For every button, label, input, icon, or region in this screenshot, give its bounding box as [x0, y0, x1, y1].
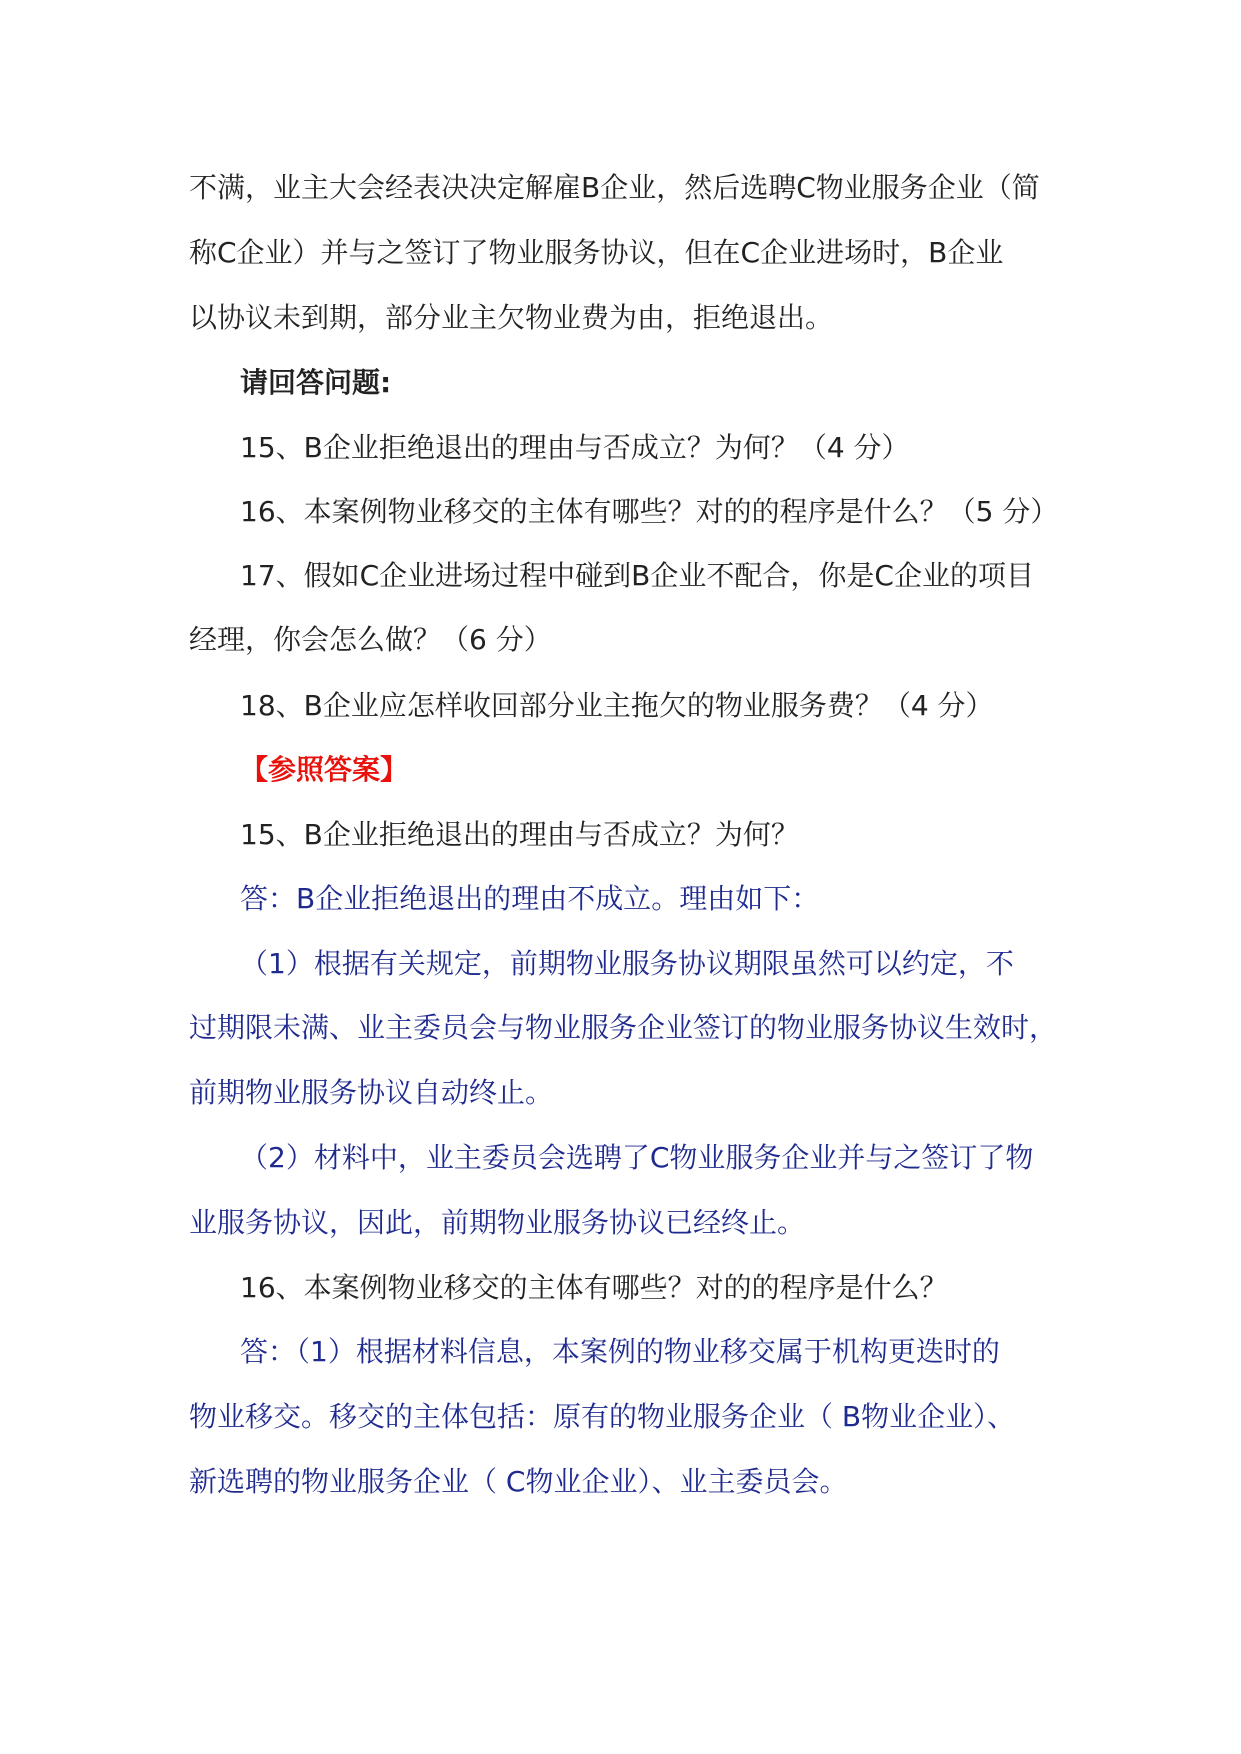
answer-15-point2-line2: 业服务协议，因此，前期物业服务协议已经终止。 [189, 1206, 806, 1239]
answer-15-point2-line1: （2）材料中，业主委员会选聘了C物业服务企业并与之签订了物 [240, 1141, 1034, 1174]
question-16: 16、本案例物业移交的主体有哪些？对的的程序是什么？（5 分） [240, 495, 1059, 528]
question-18: 18、B企业应怎样收回部分业主拖欠的物业服务费？（4 分） [240, 689, 994, 722]
answer-15-text: 答：B企业拒绝退出的理由不成立。理由如下： [240, 882, 820, 915]
answer-16-line2: 物业移交。移交的主体包括：原有的物业服务企业（ B物业企业）、 [189, 1400, 1016, 1433]
question-17-line2: 经理，你会怎么做？（6 分） [189, 623, 552, 656]
paragraph-line: 以协议未到期，部分业主欠物业费为由，拒绝退出。 [189, 301, 834, 334]
question-17-line1: 17、假如C企业进场过程中碰到B企业不配合，你是C企业的项目 [240, 559, 1034, 592]
answer-16-question: 16、本案例物业移交的主体有哪些？对的的程序是什么？ [240, 1271, 948, 1304]
questions-heading: 请回答问题: [240, 366, 392, 399]
answer-15-point1-line1: （1）根据有关规定，前期物业服务协议期限虽然可以约定，不 [240, 947, 1014, 980]
answer-15-point1-line2: 过期限未满、业主委员会与物业服务企业签订的物业服务协议生效时， [189, 1011, 1058, 1044]
answer-15-question: 15、B企业拒绝退出的理由与否成立？为何？ [240, 818, 799, 851]
paragraph-line: 不满，业主大会经表决决定解雇B企业，然后选聘C物业服务企业（简 [189, 171, 1040, 204]
paragraph-line: 称C企业）并与之签订了物业服务协议，但在C企业进场时，B企业 [189, 236, 1004, 269]
question-15: 15、B企业拒绝退出的理由与否成立？为何？（4 分） [240, 431, 910, 464]
answer-16-line1: 答：（1）根据材料信息，本案例的物业移交属于机构更迭时的 [240, 1335, 1000, 1368]
answer-16-line3: 新选聘的物业服务企业（ C物业企业）、业主委员会。 [189, 1465, 848, 1498]
answer-15-point1-line3: 前期物业服务协议自动终止。 [189, 1076, 554, 1109]
answer-heading: 【参照答案】 [240, 753, 409, 786]
